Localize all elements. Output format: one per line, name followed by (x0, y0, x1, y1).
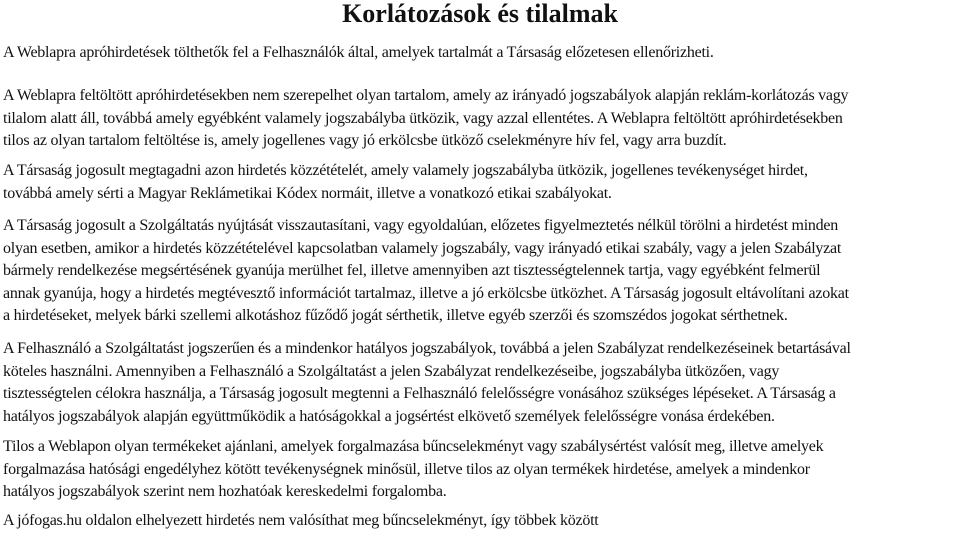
paragraph-prohibited-products (3, 436, 957, 504)
text-line: olyan esetben, amikor a hirdetés közzétételével kapcsolatban valamely jogszabály, vagy irányadó etikai szabály, vagy a jelen Szabályzat (3, 239, 842, 257)
paragraph-jofogas-rules (3, 510, 957, 533)
paragraph-upload-notice (3, 42, 957, 65)
text-line: a hirdetéseket, melyek bárki szellemi alkotáshoz fűződő jogát sérthetik, illetve egyéb szerzői és szomszédos jogokat sérthetnek. (3, 307, 788, 324)
text-line: bármely rendelkezése megsértésének gyanúja merülhet fel, illetve amennyiben azt tisztességtelennek tartja, vagy egyébként felmerül (3, 262, 821, 279)
page-title: Korlátozások és tilalmak (342, 0, 618, 28)
text-line: tilos az olyan tartalom feltöltése is, amely jogellenes vagy jó erkölcsbe ütköző cselekményre hív fel, vagy arra buzdít. (3, 132, 727, 149)
text-line: Tilos a Weblapon olyan termékeket ajánlani, amelyek forgalmazása bűncselekményt vagy szabálysértést valósít meg, illetve amelyek (3, 438, 824, 455)
text-line: A Felhasználó a Szolgáltatást jogszerűen és a mindenkor hatályos jogszabályok, továbbá a jelen Szabályzat rendelkezéseinek betartásával (3, 340, 851, 357)
text-line: A Weblapra feltöltött apróhirdetésekben nem szerepelhet olyan tartalom, amely az irányadó jogszabályok alapján reklám-korlátozás vagy (3, 87, 849, 104)
text-line: A Weblapra apróhirdetések tölthetők fel a Felhasználók által, amelyek tartalmát a Társaság előzetesen ellenőrizheti. (3, 44, 714, 61)
text-line: továbbá amely sérti a Magyar Reklámetikai Kódex normáit, illetve a vonatkozó etikai szabályokat. (3, 184, 612, 202)
text-line: köteles használni. Amennyiben a Felhasználó a Szolgáltatást a jelen Szabályzat rendelkezéseibe, jogszabályba ütközően, vagy (3, 362, 780, 380)
paragraph-removal-rights (3, 215, 957, 328)
paragraph-user-obligations (3, 338, 957, 428)
text-line: A jófogas.hu oldalon elhelyezett hirdetés nem valósíthat meg bűncselekményt, így többek között (3, 512, 599, 529)
text-line: A Társaság jogosult a Szolgáltatás nyújtását visszautasítani, vagy egyoldalúan, előzetes figyelmeztetés nélkül törölni a hirdetést minden (3, 217, 838, 234)
text-line: hatályos jogszabályok alapján együttműködik a hatóságokkal a jogsértést elkövető személyek felelősségre vonása érdekében. (3, 407, 775, 425)
text-line: hatályos jogszabályok szerint nem hozhatóak kereskedelmi forgalomba. (3, 483, 447, 500)
text-line: tilalom alatt áll, továbbá amely egyébként valamely jogszabályba ütközik, vagy azzal ellentétes. A Weblapra feltöltött apróhirdetésekben (3, 109, 843, 127)
text-line: forgalmazása hatósági engedélyhez kötött tevékenységnek minősül, illetve tilos az olyan termékek hirdetése, amelyek a mindenkor (3, 460, 810, 478)
paragraph-content-restrictions (3, 85, 957, 153)
paragraph-refusal-rights (3, 160, 957, 205)
text-line: A Társaság jogosult megtagadni azon hirdetés közzétételét, amely valamely jogszabályba ütközik, jogellenes tevékenységet hirdet, (3, 162, 808, 179)
text-line: tisztességtelen célokra használja, a Társaság jogosult megtenni a Felhasználó felelősségre vonásához szükséges lépéseket. A Társaság a (3, 385, 836, 402)
text-line: annak gyanúja, hogy a hirdetés megtévesztő információt tartalmaz, illetve a jó erkölcsbe ütközhet. A Társaság jogosult eltávolítani azokat (3, 284, 849, 302)
